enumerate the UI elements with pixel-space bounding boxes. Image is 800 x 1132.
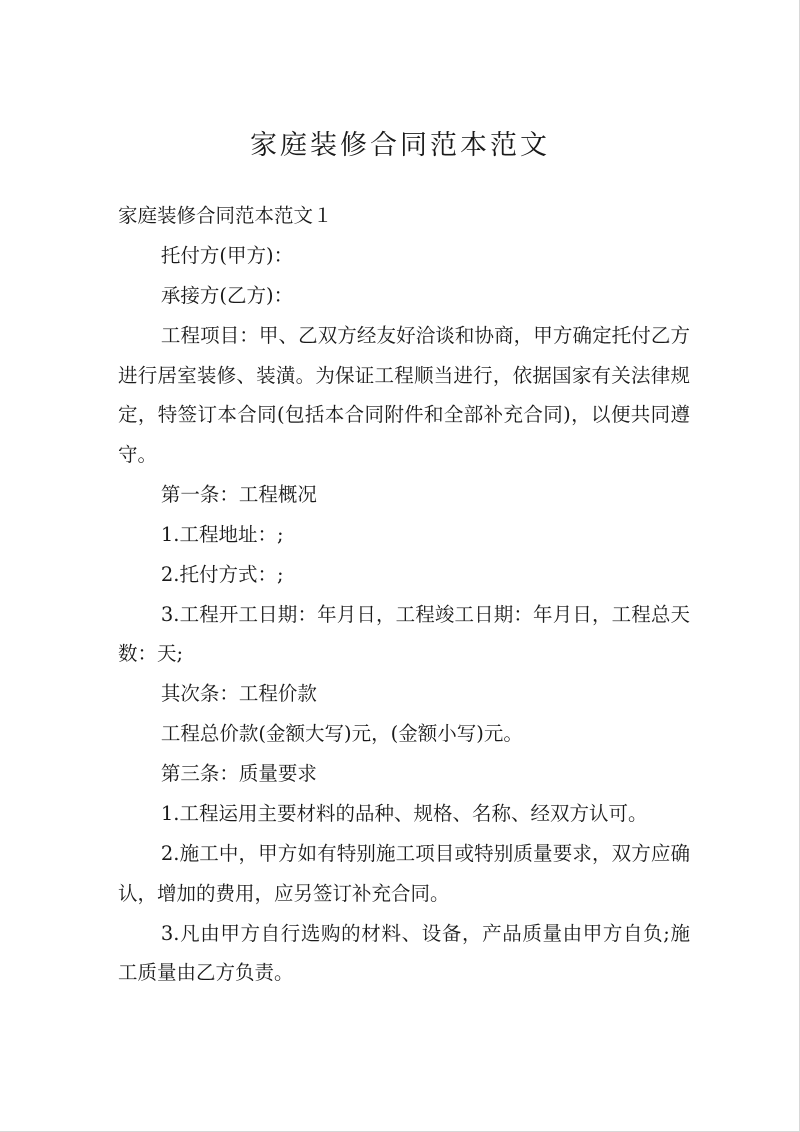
contractor-party-line: 承接方(乙方)： [160,284,294,307]
article-one-heading: 第一条：工程概况 [160,482,317,506]
document-body [118,196,690,993]
commission-method-line: 2.托付方式：; [160,562,284,586]
quality-item-one: 1.工程运用主要材料的品种、规格、名称、经双方认可。 [160,802,648,825]
article-two-heading: 其次条：工程价款 [160,682,317,705]
client-party-line: 托付方(甲方)： [160,244,294,267]
article-three-heading: 第三条：质量要求 [160,762,317,785]
page-title: 家庭装修合同范本范文 [250,130,550,161]
project-dates-line: 3.工程开工日期：年月日，工程竣工日期：年月日，工程总天数：天; [118,602,690,665]
project-address-line: 1.工程地址：; [160,522,284,546]
section-heading: 家庭装修合同范本范文１ [118,204,333,227]
quality-item-two: 2.施工中，甲方如有特别施工项目或特别质量要求，双方应确认，增加的费用，应另签订补充合同。 [118,842,690,905]
total-price-line: 工程总价款(金额大写)元，(金额小写)元。 [160,722,523,745]
quality-item-three: 3.凡由甲方自行选购的材料、设备，产品质量由甲方自负;施工质量由乙方负责。 [118,921,690,984]
project-description-paragraph: 工程项目：甲、乙双方经友好洽谈和协商，甲方确定托付乙方进行居室装修、装潢。为保证工程顺当进行，依据国家有关法律规定，特签订本合同(包括本合同附件和全部补充合同)，以便共同遵守。 [118,324,690,466]
